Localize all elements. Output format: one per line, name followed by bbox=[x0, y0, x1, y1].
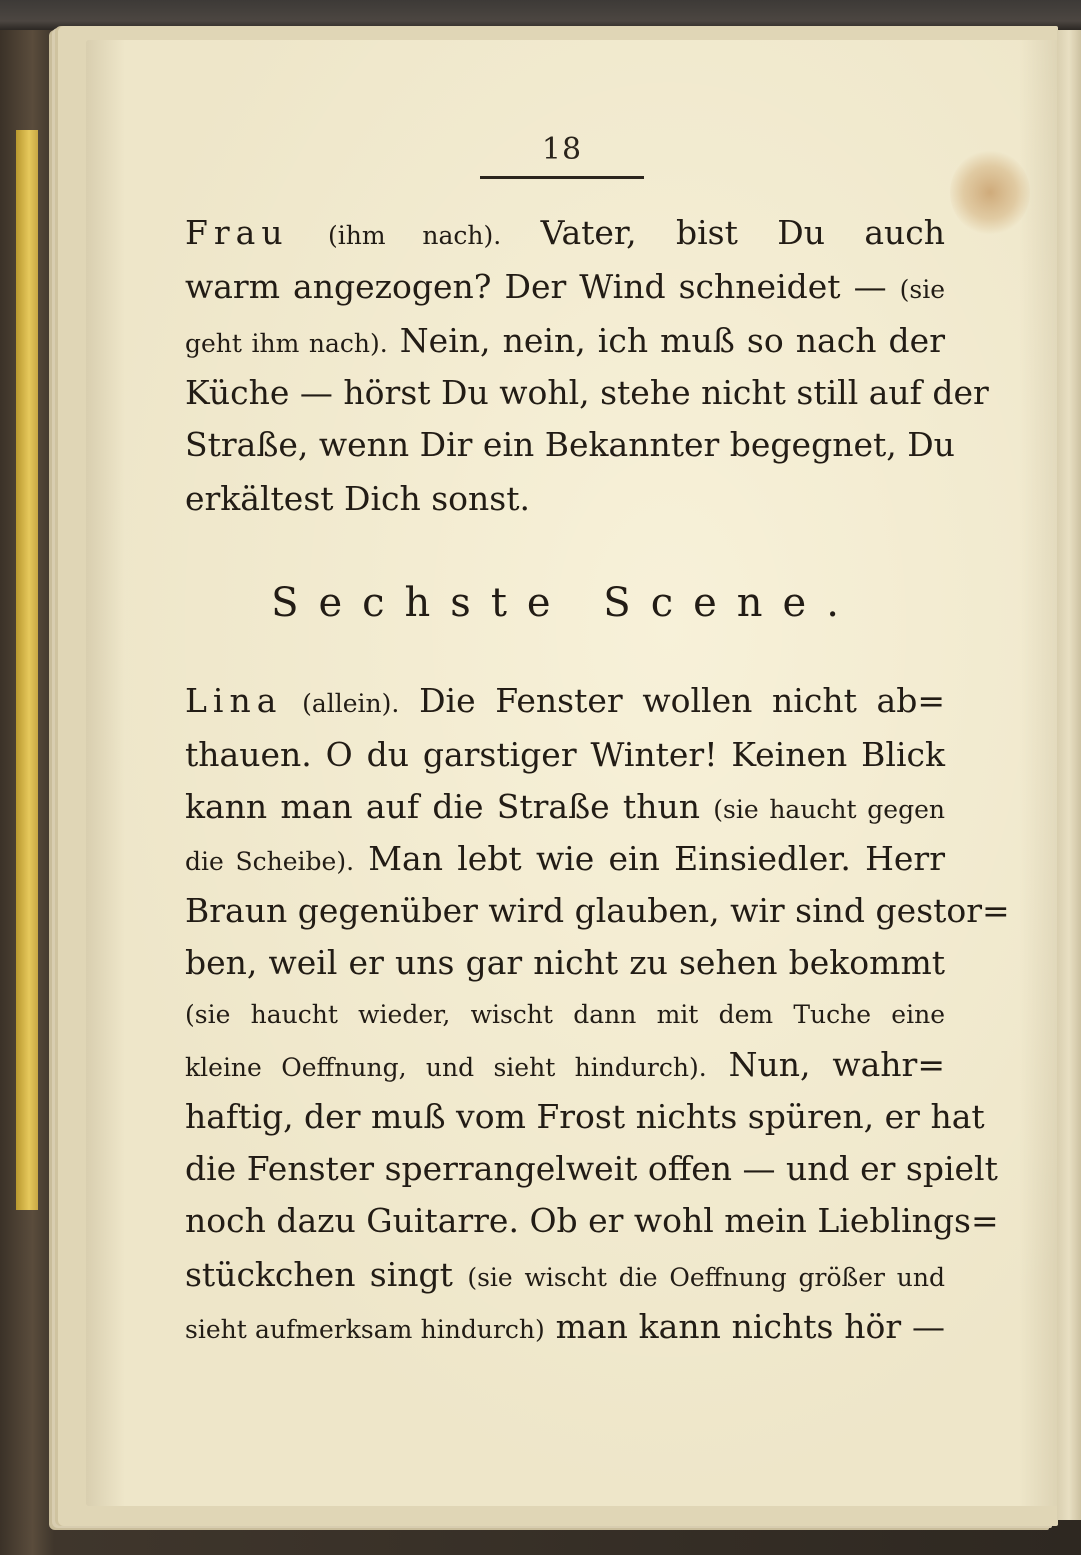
stage-direction: (allein). bbox=[302, 689, 400, 718]
line-text: man kann nichts hör — bbox=[555, 1307, 945, 1346]
foxing-stain bbox=[950, 150, 1030, 235]
stage-direction: geht ihm nach). bbox=[185, 329, 388, 358]
stage-direction: (sie haucht wieder, wischt dann mit dem Tuche eine bbox=[185, 1000, 945, 1029]
line-text: Die Fenster wollen nicht ab= bbox=[419, 681, 945, 720]
line-text: kann man auf die Straße thun bbox=[185, 787, 700, 826]
text-line bbox=[185, 1306, 945, 1351]
text-line bbox=[185, 320, 945, 365]
line-text: Nein, nein, ich muß so nach der bbox=[399, 321, 945, 360]
speaker-name: Frau bbox=[185, 213, 289, 252]
right-page-edge bbox=[1057, 30, 1081, 1520]
text-line: thauen. O du garstiger Winter! Keinen Blick bbox=[185, 735, 945, 774]
stage-direction: (ihm nach). bbox=[328, 221, 502, 250]
stage-direction: die Scheibe). bbox=[185, 847, 355, 876]
text-line bbox=[185, 838, 945, 883]
text-line bbox=[185, 266, 945, 311]
text-line bbox=[185, 1044, 945, 1089]
text-line: Straße, wenn Dir ein Bekannter begegnet, Du bbox=[185, 425, 955, 464]
line-text: Man lebt wie ein Einsiedler. Herr bbox=[368, 839, 945, 878]
line-text: stückchen singt bbox=[185, 1255, 453, 1294]
scene-heading: Sechste Scene. bbox=[271, 580, 859, 626]
stage-direction: (sie bbox=[899, 275, 945, 304]
line-text: Nun, wahr= bbox=[728, 1045, 945, 1084]
text-line: ben, weil er uns gar nicht zu sehen bekommt bbox=[185, 943, 945, 982]
stage-direction: sieht aufmerksam hindurch) bbox=[185, 1315, 545, 1344]
text-line bbox=[185, 1254, 945, 1299]
text-line bbox=[185, 994, 945, 1036]
text-line bbox=[185, 786, 945, 831]
line-text: Vater, bist Du auch bbox=[540, 213, 946, 252]
stage-direction: (sie haucht gegen bbox=[713, 795, 945, 824]
stage-direction: kleine Oeffnung, und sieht hindurch). bbox=[185, 1053, 707, 1082]
text-line: Braun gegenüber wird glauben, wir sind gestor= bbox=[185, 891, 1010, 930]
text-line: haftig, der muß vom Frost nichts spüren, er hat bbox=[185, 1097, 985, 1136]
stage-direction: (sie wischt die Oeffnung größer und bbox=[467, 1263, 945, 1292]
text-line: Küche — hörst Du wohl, stehe nicht still auf der bbox=[185, 373, 989, 412]
speaker-name: Lina bbox=[185, 681, 283, 720]
header-rule bbox=[480, 176, 644, 179]
text-line: noch dazu Guitarre. Ob er wohl mein Lieblings= bbox=[185, 1201, 999, 1240]
text-line: erkältest Dich sonst. bbox=[185, 479, 530, 518]
text-line bbox=[185, 212, 945, 257]
text-line bbox=[185, 680, 945, 725]
gilt-page-edge bbox=[16, 130, 38, 1210]
line-text: warm angezogen? Der Wind schneidet — bbox=[185, 267, 887, 306]
text-line: die Fenster sperrangelweit offen — und er spielt bbox=[185, 1149, 998, 1188]
page-number: 18 bbox=[541, 132, 583, 167]
